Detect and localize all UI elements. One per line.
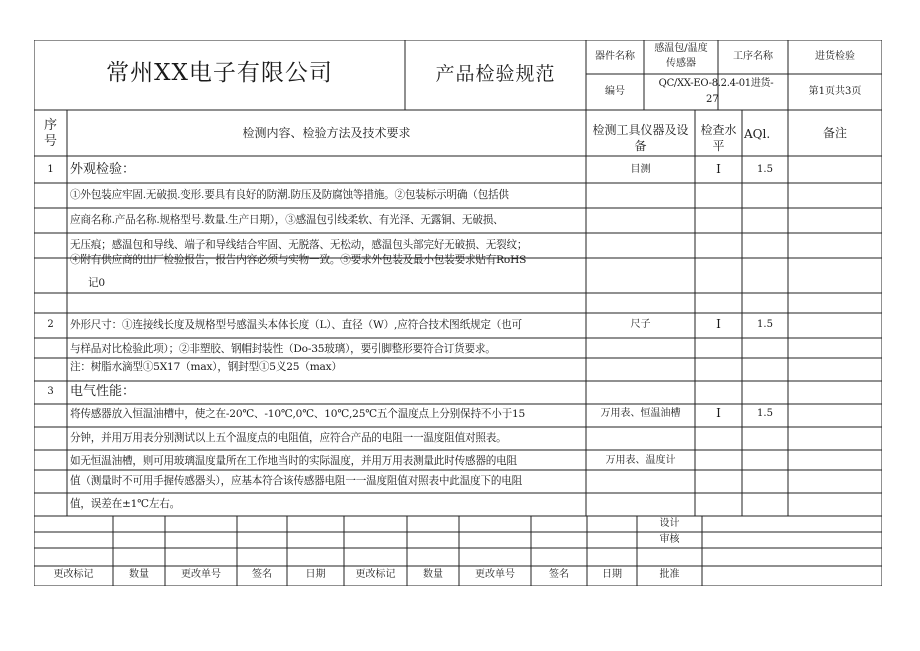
tools-header-line2: 备 (634, 139, 647, 153)
footer-change-mark: 更改标记 (355, 569, 396, 580)
company-name: 常州XX电子有限公司 (106, 60, 333, 86)
section-1-title: 外观检验： (70, 162, 136, 177)
section-3-line: 分钟，并用万用表分别测试以上五个温度点的电阻值，应符合产品的电阻一一温度阻值对照表。 (70, 432, 507, 444)
process-value: 进货检验 (815, 51, 855, 62)
section-3-line: 值（测量时不可用手握传感器头），应基本符合该传感器电阻一一温度阻值对照表中此温度下的电阻 (70, 475, 523, 487)
section-1-line: 无压痕；感温包和导线、端子和导线结合牢固、无脱落、无松动，感温包头部完好无破损、无裂纹； (70, 239, 528, 251)
section-1-aql: 1.5 (757, 164, 773, 175)
level-header-line1: 检查水 (700, 123, 737, 137)
section-1-line: ④附有供应商的出厂检验报告，报告内容必须与实物一致。⑤要求外包装及最小包装要求贴有RoHS (70, 254, 527, 266)
section-3-title: 电气性能： (70, 384, 136, 399)
footer-change-mark: 更改标记 (53, 569, 94, 580)
design-label: 设计 (659, 518, 680, 529)
section-1-tool: 目测 (630, 164, 651, 175)
section-2-line: 注：树脂水滴型①5X17（max），钢封型①5义25（max） (70, 361, 342, 373)
section-2-aql: 1.5 (757, 319, 773, 330)
footer-date: 日期 (305, 569, 326, 580)
footer-quantity: 数量 (129, 569, 149, 580)
section-1-line: ①外包装应牢固.无破损.变形.要具有良好的防潮.防压及防腐蚀等措施。②包装标示明确（包括供 (70, 189, 509, 201)
level-header-line2: 平 (712, 139, 725, 153)
section-2-tool: 尺子 (630, 319, 651, 330)
doc-number-line2: 27 (706, 94, 719, 105)
section-1-line: 记0 (88, 277, 105, 289)
part-name-value-line2: 传感器 (666, 58, 696, 69)
document-title: 产品检验规范 (435, 63, 556, 85)
section-2-line: 外形尺寸：①连接线长度及规格型号感温头本体长度（L）、直径（W）,应符合技术图纸规定（也可 (70, 319, 522, 331)
footer-quantity: 数量 (423, 569, 443, 580)
section-3-level: I (716, 406, 721, 420)
section-3-no: 3 (47, 386, 54, 397)
section-3-line: 值，误差在±1℃左右。 (70, 498, 181, 510)
inspection-spec-sheet (34, 40, 882, 586)
section-2-level: I (716, 317, 721, 331)
remarks-header: 备注 (822, 126, 847, 140)
part-name-value-line1: 感温包/温度 (654, 43, 708, 54)
section-2-no: 2 (47, 319, 54, 330)
footer-date: 日期 (602, 569, 622, 580)
section-1-level: I (716, 162, 721, 176)
footer-change-no: 更改单号 (475, 569, 515, 580)
tools-header-line1: 检测工具仪器及设 (592, 123, 689, 137)
section-3-line: 将传感器放入恒温油槽中，使之在-20℃、-10℃,0℃、10℃,25℃五个温度点上分别保持不小于15 (70, 408, 526, 420)
section-2-line: 与样品对比检验此项）；②非塑胶、钢帽封装性（Do-35玻璃），要引脚整形要符合订货要求。 (70, 343, 496, 355)
page-info: 第1页共3页 (808, 86, 862, 97)
section-3-aql: 1.5 (757, 408, 773, 419)
doc-number-line1: QC/XX-EO-8.2.4-01进货- (658, 78, 774, 89)
section-1-line: 应商名称.产品名称.规格型号.数量.生产日期），③感温包引线柔软、有光泽、无露铜、无破损、 (70, 214, 504, 226)
footer-signature: 签名 (252, 569, 272, 580)
section-1-no: 1 (47, 164, 54, 175)
content-header: 检测内容、检验方法及技术要求 (242, 126, 411, 140)
seq-header-line1: 序 (43, 118, 57, 133)
part-name-label: 器件名称 (595, 51, 635, 62)
footer-change-no: 更改单号 (181, 569, 221, 580)
review-label: 审核 (659, 534, 680, 545)
section-3-tool: 万用表、恒温油槽 (600, 408, 681, 419)
footer-signature: 签名 (549, 569, 569, 580)
seq-header-line2: 号 (43, 134, 57, 149)
section-3-tool-alt: 万用表、温度计 (605, 455, 676, 466)
doc-number-label: 编号 (605, 86, 625, 97)
aql-header: AQl. (744, 127, 771, 141)
process-label: 工序名称 (733, 51, 773, 62)
footer-approve: 批准 (659, 569, 680, 580)
section-3-line: 如无恒温油槽，则可用玻璃温度量所在工作地当时的实际温度，并用万用表测量此时传感器的电阻 (70, 455, 517, 467)
